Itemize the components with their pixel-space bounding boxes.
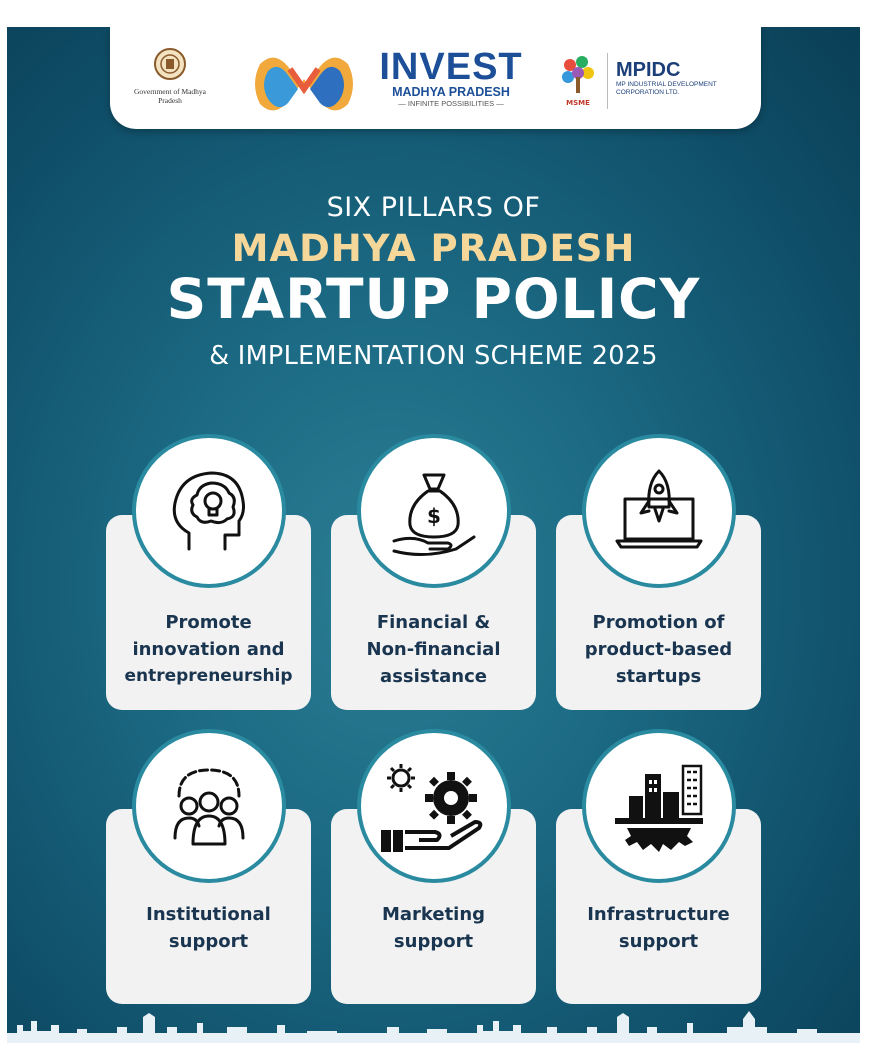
pillar-label-line: product-based: [584, 639, 733, 660]
money-bag-hand-icon: [384, 461, 484, 561]
mpidc-fullname: MP INDUSTRIAL DEVELOPMENT CORPORATION LTD.: [616, 81, 717, 96]
invest-tagline: — INFINITE POSSIBILITIES —: [398, 99, 504, 108]
pillar-label-line: Non-financial: [366, 639, 501, 660]
pillar-label: [556, 609, 761, 690]
gears-hand-icon: [379, 756, 489, 856]
poster: [7, 27, 860, 1043]
invest-title: INVEST: [379, 46, 523, 88]
mpidc-name: MPIDC: [616, 59, 681, 81]
pillar-label-line: Institutional: [146, 904, 271, 925]
pillar-label-line: Promotion of: [592, 612, 725, 633]
msme-tree-icon: [558, 53, 598, 95]
team-gear-icon: [159, 756, 259, 856]
title-line-1: SIX PILLARS OF: [326, 192, 541, 223]
government-seal-icon: [153, 47, 187, 81]
logo-header: [110, 27, 761, 129]
svg-text:$: $: [427, 504, 441, 528]
city-skyline-decoration: [7, 1003, 860, 1043]
government-label: Government of Madhya Pradesh: [133, 87, 207, 105]
rocket-laptop-icon-circle: [582, 434, 736, 588]
pillar-label-line: Promote: [165, 612, 252, 633]
msme-label: MSME: [566, 99, 590, 107]
pillar-label-line: entrepreneurship: [124, 666, 293, 686]
government-emblem: [130, 47, 210, 105]
pillar-label: [331, 901, 536, 955]
pillar-label-line: support: [168, 931, 249, 952]
innovation-head-icon-circle: [132, 434, 286, 588]
pillar-label: [556, 901, 761, 955]
pillar-label: [331, 609, 536, 690]
pillar-label-line: support: [393, 931, 474, 952]
infinity-logo-icon: [250, 49, 358, 119]
title-line-2: MADHYA PRADESH: [231, 227, 636, 270]
pillar-label-line: support: [618, 931, 699, 952]
logo-divider: [607, 53, 608, 109]
pillar-label: [106, 609, 311, 690]
pillar-label-line: Marketing: [381, 904, 486, 925]
pillar-label-line: Infrastructure: [587, 904, 730, 925]
buildings-gear-icon-circle: [582, 729, 736, 883]
pillar-label-line: Financial &: [376, 612, 491, 633]
title-line-3: STARTUP POLICY: [166, 267, 701, 331]
money-bag-hand-icon-circle: [357, 434, 511, 588]
pillar-label-line: innovation and: [132, 639, 285, 660]
gears-hand-icon-circle: [357, 729, 511, 883]
invest-subtitle: MADHYA PRADESH: [392, 85, 510, 99]
invest-mp-logo-mark: [250, 49, 358, 123]
msme-logo: [556, 53, 600, 107]
invest-mp-wordmark: [366, 46, 536, 109]
pillar-label-line: assistance: [380, 666, 487, 687]
innovation-head-icon: [159, 461, 259, 561]
rocket-laptop-icon: [609, 461, 709, 561]
mpidc-logo: [616, 59, 761, 97]
pillar-label: [106, 901, 311, 955]
buildings-gear-icon: [607, 756, 711, 856]
team-gear-icon-circle: [132, 729, 286, 883]
pillar-label-line: startups: [615, 666, 702, 687]
title-line-4: & IMPLEMENTATION SCHEME 2025: [209, 341, 658, 371]
